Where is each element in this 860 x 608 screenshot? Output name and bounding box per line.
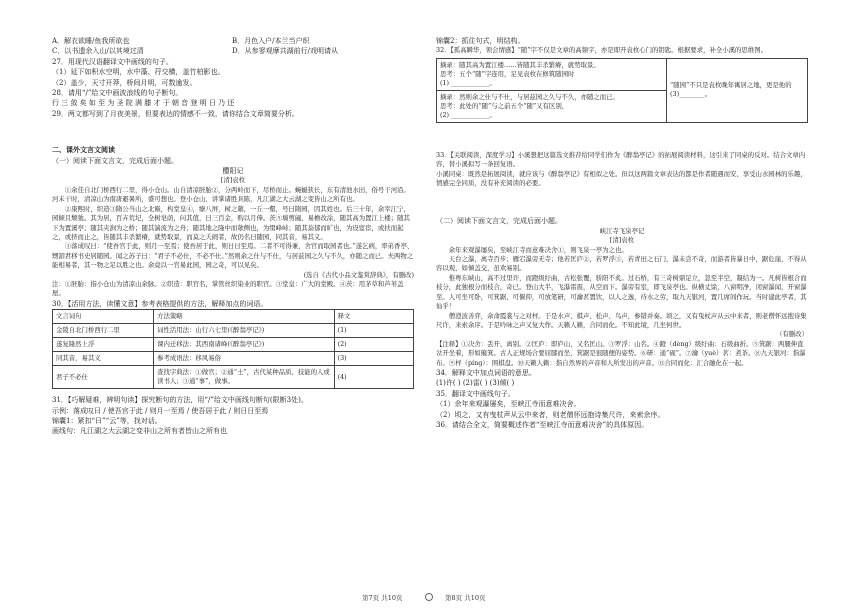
options-row-2 bbox=[52, 46, 414, 56]
q27: 27．用现代汉语翻译文中画线的句子。 bbox=[52, 57, 173, 66]
q31-tip: 锦囊1：紧扣“曰”“云”等，找对话。 bbox=[52, 416, 162, 425]
option-c: C．以书遗余入山/以其境过清 bbox=[52, 47, 144, 56]
table-header: 释文 bbox=[334, 310, 413, 324]
table-cell: 查找字典法：①做官；②通“士”，古代某种品质、技能的人或读书人；③通“事”，做事。 bbox=[154, 366, 335, 389]
option-d: D．从参寥观摩共湖前行/戏明请从 bbox=[232, 47, 338, 56]
q33-quote: 小溪同桌：既然是拓展阅读，就应该与《醉翁亭记》有相似之处。但以这两篇文章表达的都是作者随遇而安、享受山水园林的乐趣，情感完全同质，没有补充阅读的必要。 bbox=[436, 169, 807, 188]
notes: 注：①胚胎：指小仓山为清凉山余脉。②织造：职官名，掌管丝织染业的职官。③堂皇：广大的堂殿。④茨：用茅草和芦苇盖屋。 bbox=[52, 279, 404, 298]
q34-blanks: (1)许( ) (2)雷( ) (3)倾( ) bbox=[436, 379, 515, 388]
paragraph-4: 僧澄波善弈，余命霞裳与之对枰。于是水声、棋声、松声、鸟声，参错并奏。顷之，又有曳杖声从云中来者，则老僧怀远抱诗集尺许，来索余序。于是吟咏之声又复大作。天籁人籁，合同而化。不知此境，几坐何世。 bbox=[436, 311, 807, 329]
q35-2: （2）顷之，又有曳杖声从云中来者，则老僧怀远抱诗集尺许，来索余序。 bbox=[436, 410, 665, 419]
q28-text: 行 三 敛 矣 如 至 为 圣 院 满 膝 才 于 朝 音 登 明 日 乃 还 bbox=[52, 99, 235, 108]
map-blank-2: (2) ____________。 bbox=[440, 110, 496, 119]
table-row bbox=[53, 352, 414, 366]
passage-2-author: [清]袁枚 bbox=[609, 236, 635, 245]
table-cell: (2) bbox=[334, 338, 413, 352]
q32: 32．【孤高瞬华，领会情感】“随”字不仅是文章的高频字，亦是即开袁枚心门的钥匙。根据要求，补全小溪的思维图。 bbox=[436, 46, 767, 55]
option-b: B．月色入户/本兰当户织 bbox=[232, 37, 310, 45]
map-cell-b bbox=[437, 90, 667, 122]
notes-2: 【注释】①决舍：丢开、离别。②匡庐：即庐山，又名匡山。③罗浮：山名。④蹬（dèng）级纡曲：石级曲折。⑤箕踞：两腿伸直岔开坐着，形如簸箕。古人正规场合要屈膝而坐，箕踞是很随便的姿势。⑥研：通“砚”。⑦瀹（yuè）茗：煮茶。⑧九天银河：指瀑布。⑨枰（píng）：围棋盘。⑩天籁人籁：指自然界的声音和人所发出的声音。⑪合同而化：汇合融化在一起。 bbox=[436, 339, 806, 367]
table-cell: 同其音，易其义 bbox=[53, 352, 154, 366]
source-2: （有删改） bbox=[776, 330, 808, 339]
table-cell: 课内迁移法：其西南诸峰(《醉翁亭记》) bbox=[154, 338, 335, 352]
table-row bbox=[53, 338, 414, 352]
passage-2-title: 峡江寺飞泉亭记 bbox=[599, 226, 645, 235]
q27-2: （2）盖少，天寸开莽，桥间月明，可数逾发。 bbox=[52, 78, 197, 87]
map-row bbox=[437, 58, 808, 90]
table-cell: 遂复隆然上浮 bbox=[53, 338, 154, 352]
option-a: A．解衣欲睡/鱼我所欲也 bbox=[52, 37, 130, 45]
section-2-title: 二、课外文言文阅读 bbox=[52, 145, 115, 155]
q30: 30．【活用方法，读懂文意】参考表格提供的方法，解释加点的词语。 bbox=[52, 299, 268, 308]
table-cell: (4) bbox=[334, 366, 413, 389]
q27-1: （1）延下如积水空明，水中藻、荇交横，盖竹柏影也。 bbox=[52, 68, 225, 77]
table-row bbox=[53, 366, 414, 389]
paragraph-3: 惟粤东峡山，高不过里许，而蹬级纡曲，古松张覆，骄阳不炙。过石桥，有三奇树鼎足立，忽至半空，凝结为一。凡树皆根合而枝分，此独根分而枝合，奇已。登山大半，飞瀑雷震，从空而下。瀑旁有室，即飞泉亭也。纵横丈馀，八窗明净，闭窗瀑闻，开窗瀑至。人可坐可卧，可箕踞，可偃仰，可放笔研，可瀹茗置饮，以人之逸，待水之劳，取九天银河，置几席间作玩。当时建此亭者，其仙乎！ bbox=[436, 273, 807, 311]
method-table bbox=[52, 309, 414, 389]
paragraph-3: ③落成叹曰：“使吾官于此，则月一至焉；使吾居于此，则日日至焉。二者不可得兼，舍官而取园者也。”遂乞病，率弟香亭、甥湄君移书史居随园。闻之苏子曰：“君子不必仕，不必不仕。”然则余之仕与不仕，与居兹园之久与不久，亦随之而已。夫两物之能相易者，其一物之足以胜之也。余竟以一官易此园，园之奇，可以见矣。 bbox=[52, 242, 414, 270]
binding-circle-icon bbox=[425, 593, 433, 601]
map-excerpt: 摘录：然则余之仕与不仕，与居兹园之久与不久，亦随之而已。 bbox=[440, 92, 619, 101]
source: (选自《古代小品文鉴赏辞典》，有删改) bbox=[303, 270, 414, 279]
map-conclusion: “随园”不只是袁枚晚年寓居之地，更是他的 bbox=[670, 81, 792, 90]
map-cell-c bbox=[667, 58, 808, 122]
table-cell: (3) bbox=[334, 352, 413, 366]
table-cell: (1) bbox=[334, 324, 413, 338]
map-blank-3: (3)________。 bbox=[670, 90, 712, 99]
paragraph-1: 余年来观瀑屡矣，至峡江寺而意难决舍①，则飞泉一亭为之也。 bbox=[448, 245, 628, 254]
paragraph-2: ②康熙时，织造③隋公当山之北巅，构堂皇④，缭八屏，树之蘩，一丘一壑，号曰隋园，因其姓也。后三十年，余宰江宁，园倾且颓弛。其为居，百卉荒圮，全树皂荫，问其值，曰三百金，购以月俸。茨⑤墙剪阖，易檐改涂，随其高为置江上楼；随其下为置溪亭；随其夹涧为之桥；随其湍流为之舟；随其地之隆中而欹侧也，为缀峰峙；随其蓊郁而旷也，为设宧宦，或扶而起之，或挤而止之，皆随其丰杀繁瘠，就势取景，而莫之夭阏者，故仍名曰随园，同其音，易其义。 bbox=[52, 204, 410, 241]
paragraph-2: 天台之瀑，离寺百步；雁宕瀑旁无寺；他若匡庐②，若罗浮③，若青田之石门，瀑未尝不奇，而游者皆暴日中，踞危崖，不得从容以观，如倾盖交，虽欢易别。 bbox=[436, 255, 807, 273]
options-row-1 bbox=[52, 36, 414, 46]
map-cell-a bbox=[437, 58, 667, 90]
q34: 34．解释文中加点词语的意思。 bbox=[436, 368, 536, 377]
table-cell: 君子不必仕 bbox=[53, 366, 154, 389]
table-cell: 词性活用法：山行六七里(《醉翁亭记》) bbox=[154, 324, 335, 338]
q36: 36．请结合全文，简要概述作者“至峡江寺而意难决舍”的具体原因。 bbox=[436, 420, 649, 429]
table-cell: 金陵自北门桥西行二里 bbox=[53, 324, 154, 338]
map-blank-1: (1) ____________。 bbox=[440, 78, 496, 87]
map-think: 思考：此处的“随”与之前五个“随”又有区别， bbox=[440, 101, 569, 110]
q31-example: 示例：落成叹曰 / 使吾官于此 / 则月一至焉 / 使吾居于此 / 则日日至焉 bbox=[52, 406, 269, 415]
map-think: 思考：五个“随”字连用，足见袁枚在修筑随园时 bbox=[440, 69, 575, 78]
table-row bbox=[53, 324, 414, 338]
page-number-left: 第7页 共10页 bbox=[362, 594, 403, 602]
passage-1 bbox=[52, 186, 414, 271]
passage-2 bbox=[436, 246, 808, 331]
subsection-2: （二）阅读下面文言文，完成后面小题。 bbox=[436, 217, 562, 226]
paragraph-1: ①余佳自北门桥西行二里，得小仓山。山自清凉胚胎②，分两岭而下，尽桥而止。蜿蜒狭长，东有清池水田，俗号干河沿。河未干时，清凉山为南唐避暑所，盛可想也。登小仓山，讲掌诸胜具陈，凡江湖之大云湖之变皆山之所有也。 bbox=[52, 185, 410, 204]
passage-author: [清]袁枚 bbox=[220, 176, 246, 185]
q35-1: （1）余年来观瀑屡矣，至峡江寺而意难决舍。 bbox=[436, 400, 581, 409]
thinking-map bbox=[436, 58, 808, 123]
subsection-1: （一）阅读下面文言文，完成后面小题。 bbox=[52, 156, 178, 165]
passage-title: 醴阳记 bbox=[222, 167, 244, 176]
q28: 28．请用“/”给文中画波浪线的句子断句。 bbox=[52, 89, 183, 98]
table-header: 方法策略 bbox=[154, 310, 335, 324]
tip-2: 锦囊2：抓住句式，明结构。 bbox=[436, 37, 525, 45]
table-cell: 参考成语法：移风易俗 bbox=[154, 352, 335, 366]
map-excerpt: 摘录：随其高为置江楼……皆随其丰杀繁瘠，就势取景。 bbox=[440, 60, 600, 69]
page-number-right: 第8页 共10页 bbox=[445, 594, 486, 602]
right-page bbox=[436, 36, 808, 588]
q33: 33．【关联阅读，深度学习】小溪想把这篇选文推荐给同学们作为《醉翁亭记》的拓展阅读材料，这引来了同桌的反对。结合文章内容，替小溪拟写一条回复语。 bbox=[436, 150, 806, 169]
q31-line: 画线句：凡江湖之大云湖之变非山之所有者皆山之所有也 bbox=[52, 427, 227, 436]
q35: 35．翻译文中画线句子。 bbox=[436, 389, 515, 398]
q31: 31．【巧解疑难，辨明句读】探究断句的方法，用“/”给文中画线句断句(限断3处)。 bbox=[52, 396, 308, 405]
table-header-row bbox=[53, 310, 414, 324]
left-page bbox=[52, 36, 414, 588]
table-header: 文言词句 bbox=[53, 310, 154, 324]
q29: 29．两文都写到了月夜美景，但要表达的情感不一致，请你结合文章简要分析。 bbox=[52, 109, 299, 118]
